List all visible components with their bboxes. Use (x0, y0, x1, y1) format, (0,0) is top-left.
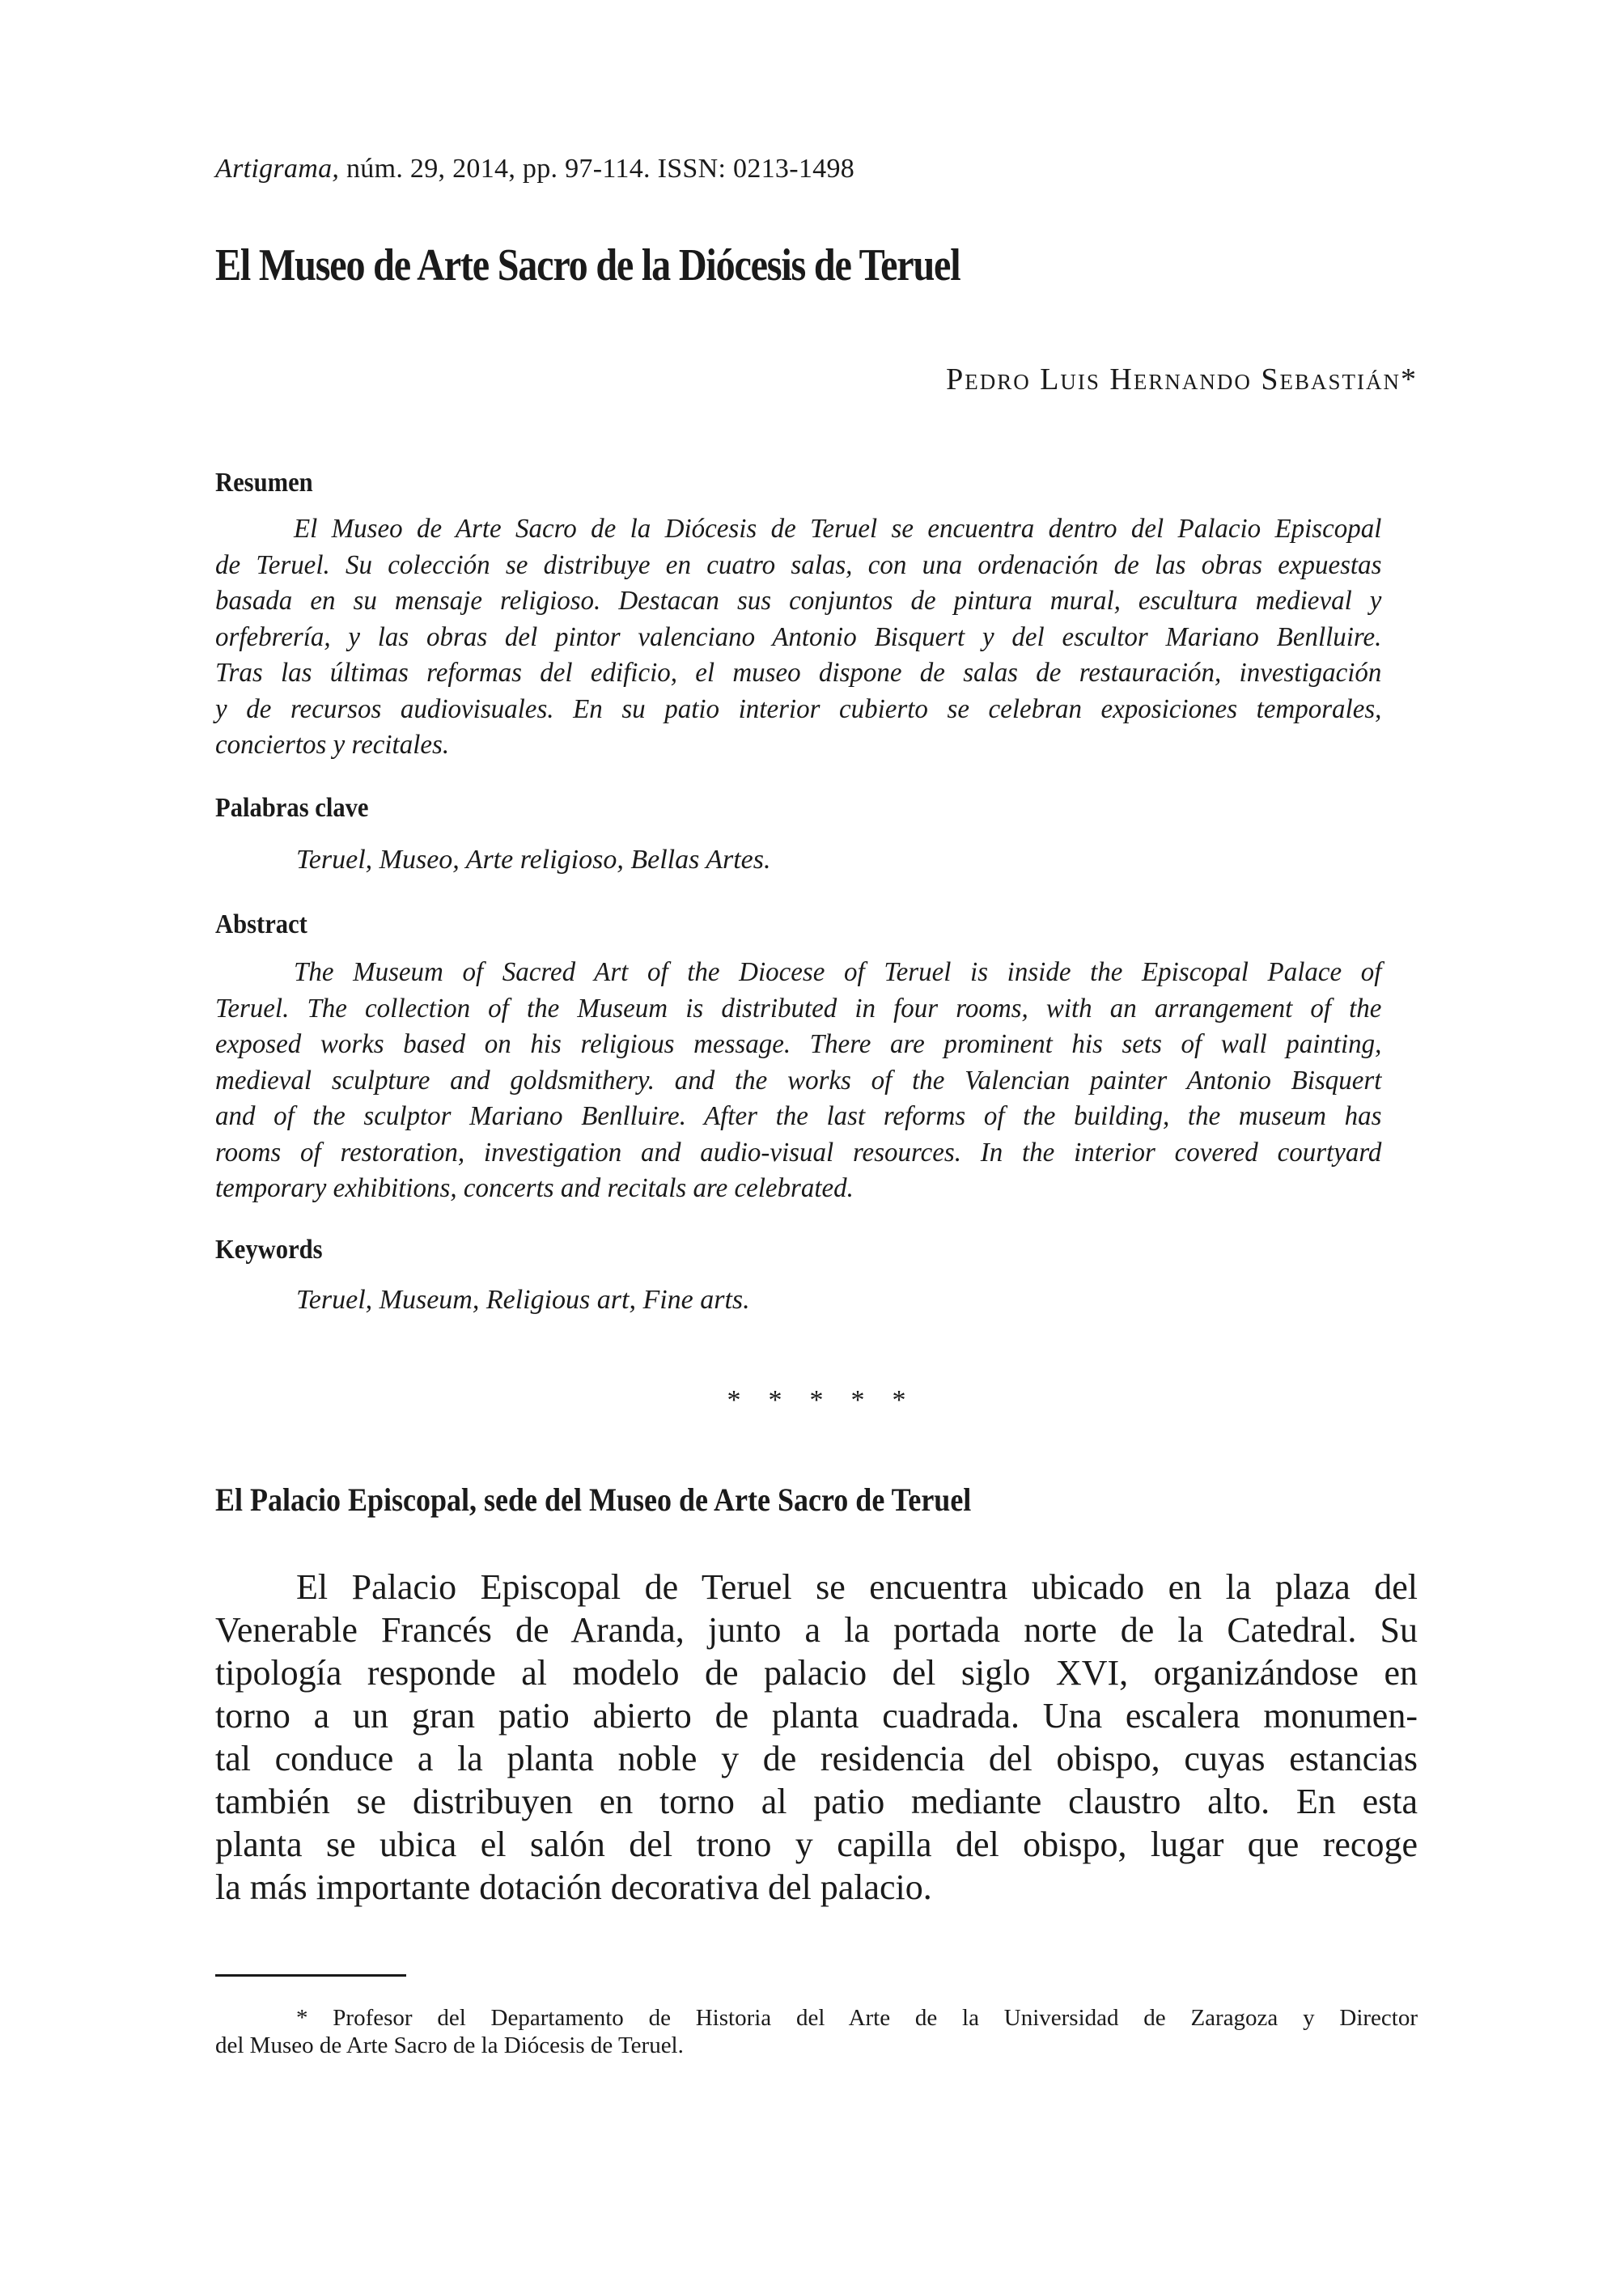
asterisk-icon: * (768, 1385, 782, 1415)
journal-citation (215, 154, 854, 184)
abstract-line: rooms of restoration, investigation and audio-visual resources. In the interior covered courtyard (215, 1137, 1382, 1168)
body-line: torno a un gran patio abierto de planta cuadrada. Una escalera monumen- (215, 1696, 1418, 1736)
footnote-rule (215, 1974, 406, 1977)
article-title: El Museo de Arte Sacro de la Diócesis de Teruel (215, 240, 960, 290)
resumen-label: Resumen (215, 468, 313, 498)
abstract-line: temporary exhibitions, concerts and recitals are celebrated. (215, 1173, 854, 1203)
abstract-line: exposed works based on his religious message. There are prominent his sets of wall painting, (215, 1029, 1382, 1059)
palabras-clave-text: Teruel, Museo, Arte religioso, Bellas Artes. (296, 845, 771, 875)
body-line: la más importante dotación decorativa del palacio. (215, 1867, 932, 1907)
keywords-label: Keywords (215, 1235, 323, 1265)
asterisk-icon: * (892, 1385, 906, 1415)
asterisk-icon: * (809, 1385, 824, 1415)
body-line: tipología responde al modelo de palacio del siglo XVI, organizándose en (215, 1653, 1418, 1693)
asterisk-icon: * (850, 1385, 865, 1415)
footnote-line: * Profesor del Departamento de Historia del Arte de la Universidad de Zaragoza y Director (296, 2005, 1418, 2031)
resumen-line: Tras las últimas reformas del edificio, el museo dispone de salas de restauración, investigación (215, 658, 1382, 688)
resumen-line: conciertos y recitales. (215, 730, 450, 760)
section-separator (215, 1385, 1418, 1416)
citation-details: núm. 29, 2014, pp. 97-114. ISSN: 0213-1498 (339, 154, 855, 184)
resumen-line: orfebrería, y las obras del pintor valenciano Antonio Bisquert y del escultor Mariano Benlluire. (215, 621, 1382, 652)
abstract-line: and of the sculptor Mariano Benlluire. After the last reforms of the building, the museum has (215, 1101, 1382, 1131)
resumen-line: de Teruel. Su colección se distribuye en cuatro salas, con una ordenación de las obras expuestas (215, 549, 1382, 580)
abstract-label: Abstract (215, 909, 307, 939)
abstract-line: Teruel. The collection of the Museum is distributed in four rooms, with an arrangement of the (215, 993, 1382, 1024)
resumen-text (215, 511, 1381, 764)
asterisk-icon: * (727, 1385, 741, 1415)
body-line: El Palacio Episcopal de Teruel se encuentra ubicado en la plaza del (296, 1567, 1418, 1607)
body-line: Venerable Francés de Aranda, junto a la portada norte de la Catedral. Su (215, 1610, 1418, 1650)
footnote (215, 2004, 1418, 2059)
body-line: tal conduce a la planta noble y de residencia del obispo, cuyas estancias (215, 1739, 1418, 1778)
palabras-clave-label: Palabras clave (215, 793, 369, 823)
abstract-line: The Museum of Sacred Art of the Diocese of Teruel is inside the Episcopal Palace of (294, 957, 1382, 987)
abstract-text (215, 955, 1381, 1207)
journal-name: Artigrama, (215, 154, 340, 184)
body-line: también se distribuyen en torno al patio mediante claustro alto. En esta (215, 1782, 1418, 1821)
body-line: planta se ubica el salón del trono y capilla del obispo, lugar que recoge (215, 1825, 1418, 1864)
keywords-text: Teruel, Museum, Religious art, Fine arts. (296, 1285, 750, 1315)
resumen-line: El Museo de Arte Sacro de la Diócesis de Teruel se encuentra dentro del Palacio Episcopal (294, 514, 1382, 544)
author-name: Pedro Luis Hernando Sebastián* (946, 362, 1418, 396)
abstract-line: medieval sculpture and goldsmithery. and the works of the Valencian painter Antonio Bisquert (215, 1065, 1382, 1096)
resumen-line: basada en su mensaje religioso. Destacan sus conjuntos de pintura mural, escultura medieval y (215, 586, 1382, 616)
footnote-line: del Museo de Arte Sacro de la Diócesis de Teruel. (215, 2032, 684, 2058)
resumen-line: y de recursos audiovisuales. En su patio interior cubierto se celebran exposiciones temporales, (215, 693, 1382, 724)
section-heading: El Palacio Episcopal, sede del Museo de Arte Sacro de Teruel (215, 1481, 972, 1518)
body-paragraph (215, 1566, 1418, 1909)
